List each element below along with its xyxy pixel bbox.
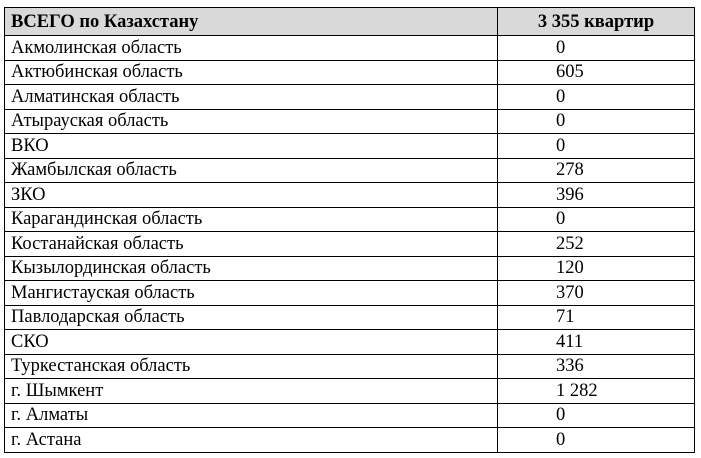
region-cell: Туркестанская область — [5, 354, 498, 379]
table-row — [5, 134, 695, 159]
table-row — [5, 305, 695, 330]
total-label-header: ВСЕГО по Казахстану — [5, 8, 498, 36]
value-cell: 370 — [498, 281, 695, 306]
value-cell: 1 282 — [498, 379, 695, 404]
value-cell: 0 — [498, 109, 695, 134]
value-cell: 336 — [498, 354, 695, 379]
table-body — [5, 36, 695, 453]
table-row — [5, 207, 695, 232]
value-cell: 396 — [498, 183, 695, 208]
value-cell: 71 — [498, 305, 695, 330]
value-cell: 411 — [498, 330, 695, 355]
table-row — [5, 403, 695, 428]
region-cell: Жамбылская область — [5, 158, 498, 183]
region-cell: Павлодарская область — [5, 305, 498, 330]
table-row — [5, 428, 695, 453]
value-cell: 0 — [498, 85, 695, 110]
region-cell: Карагандинская область — [5, 207, 498, 232]
region-cell: г. Астана — [5, 428, 498, 453]
value-cell: 0 — [498, 403, 695, 428]
region-cell: Кызылординская область — [5, 256, 498, 281]
region-cell: г. Алматы — [5, 403, 498, 428]
region-cell: Актюбинская область — [5, 60, 498, 85]
value-cell: 0 — [498, 428, 695, 453]
region-cell: ЗКО — [5, 183, 498, 208]
total-value-header: 3 355 квартир — [498, 8, 695, 36]
region-cell: Атырауская область — [5, 109, 498, 134]
table-row — [5, 379, 695, 404]
value-cell: 0 — [498, 134, 695, 159]
table-row — [5, 109, 695, 134]
table-row — [5, 158, 695, 183]
region-cell: Мангистауская область — [5, 281, 498, 306]
region-cell: Акмолинская область — [5, 36, 498, 61]
value-cell: 278 — [498, 158, 695, 183]
table-row — [5, 183, 695, 208]
value-cell: 0 — [498, 36, 695, 61]
value-cell: 120 — [498, 256, 695, 281]
table-row — [5, 60, 695, 85]
table-row — [5, 281, 695, 306]
table-header-row — [5, 8, 695, 36]
region-cell: СКО — [5, 330, 498, 355]
table-row — [5, 36, 695, 61]
region-cell: Алматинская область — [5, 85, 498, 110]
region-cell: Костанайская область — [5, 232, 498, 257]
value-cell: 252 — [498, 232, 695, 257]
table-row — [5, 354, 695, 379]
housing-by-region-table — [4, 7, 695, 453]
housing-table-container — [4, 7, 694, 453]
table-row — [5, 256, 695, 281]
table-row — [5, 330, 695, 355]
region-cell: г. Шымкент — [5, 379, 498, 404]
table-row — [5, 85, 695, 110]
region-cell: ВКО — [5, 134, 498, 159]
value-cell: 0 — [498, 207, 695, 232]
value-cell: 605 — [498, 60, 695, 85]
table-row — [5, 232, 695, 257]
